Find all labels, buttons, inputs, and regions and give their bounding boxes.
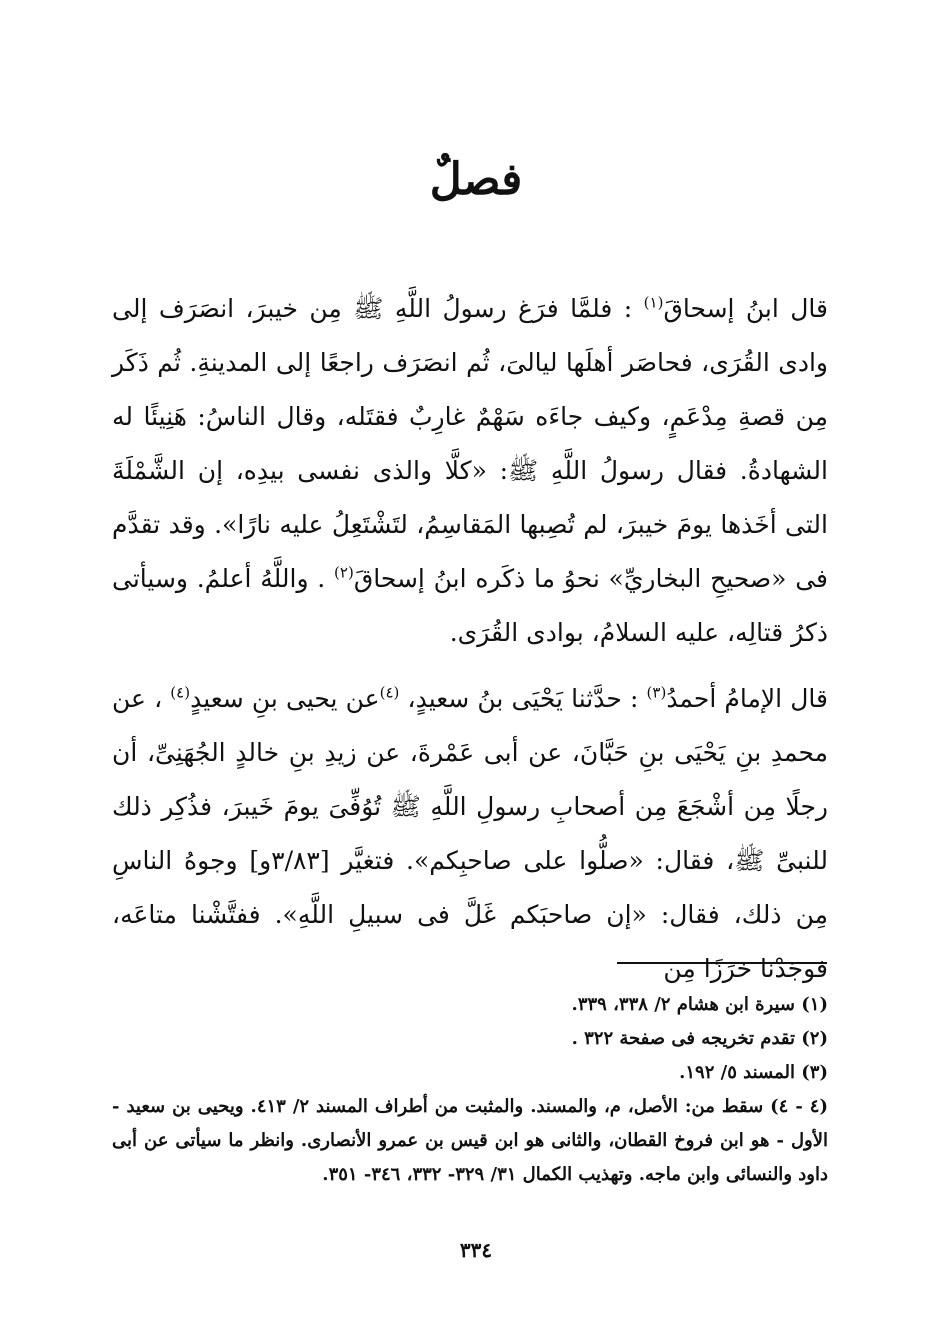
paragraph-text: : فلمَّا فرَغ رسولُ اللَّهِ ﷺ مِن خيبرَ، انصَرَف إلى وادى القُرَى، فحاصَر أهلَها ليالىَ، ثُم انصَرَف راجعًا إلى المدينةِ. ثُم ذَكَر مِن قصةِ مِدْعَمٍ، وكيف جاءَه سَهْمٌ غارِبٌ فقتَله، وقال الناسُ: هَنِيئًا له الشهادةُ. فقال رسولُ اللَّهِ ﷺ: «كلَّا والذى نفسى بيدِه، إن الشَّمْلَةَ التى أخَذها يومَ خيبرَ، لم تُصِبها المَقاسِمُ، لتَشْتَعِلُ عليه نارًا». وقد تقدَّم فى «صحيحِ البخاريِّ» نحوُ ما ذكَره ابنُ إسحاقَ — [112, 294, 829, 593]
main-text — [112, 282, 828, 996]
footnote: (١) سيرة ابن هشام ٢/ ٣٣٨، ٣٣٩. — [571, 994, 828, 1015]
paragraph-text: عن يحيى بنِ سعيدٍ — [190, 684, 380, 713]
section-title: فصلٌ — [429, 154, 523, 205]
paragraph-text: : حدَّثنا يَحْيَى بنُ سعيدٍ، — [399, 684, 647, 713]
footnote-marker[interactable]: (٤) — [379, 683, 400, 702]
page-number: ٣٣٤ — [459, 1238, 493, 1262]
paragraph-text: قال الإمامُ أحمدُ — [666, 684, 828, 713]
footnote-divider — [617, 962, 827, 964]
paragraph — [112, 282, 828, 660]
paragraph-text: . واللَّهُ أعلمُ. وسيأتى ذكرُ قتالِه، عليه السلامُ، بوادى القُرَى. — [112, 564, 828, 647]
footnote-marker[interactable]: (٤) — [170, 683, 191, 702]
footnote-marker[interactable]: (٣) — [646, 683, 667, 702]
paragraph-text: قال ابنُ إسحاقَ — [663, 294, 828, 323]
footnote: (٣) المسند ٥/ ١٩٢. — [679, 1062, 828, 1083]
paragraph-text: ، عن محمدِ بنِ يَحْيَى بنِ حَبَّانَ، عن أبى عَمْرةَ، عن زيدِ بنِ خالدٍ الجُهَنِىِّ، أن رجلًا مِن أشْجَعَ مِن أصحابِ رسولِ اللَّهِ ﷺ تُوُفِّىَ يومَ خَيبرَ، فذُكِر ذلك للنبىِّ ﷺ، فقال: «صلُّوا على صاحبِكم». فتغيَّر [٣/٨٣و] وجوهُ الناسِ مِن ذلك، فقال: «إن صاحبَكم غَلَّ فى سبيلِ اللَّهِ». ففتَّشْنا متاعَه، فوجَدْنا خرَزًا مِن — [112, 684, 828, 983]
footnote: (٢) تقدم تخريجه فى صفحة ٣٢٢ . — [571, 1028, 828, 1049]
paragraph — [112, 672, 828, 996]
footnote-marker[interactable]: (١) — [643, 293, 664, 312]
footnotes — [112, 988, 828, 1192]
footnote-marker[interactable]: (٢) — [334, 563, 354, 582]
footnote: (٤ - ٤) سقط من: الأصل، م، والمسند. والمثبت من أطراف المسند ٢/ ٤١٣. ويحيى بن سعيد - الأول - هو ابن فروخ القطان، والثانى هو ابن قيس بن عمرو الأنصارى. وانظر ما سيأتى عن أبى داود والنسائى وابن ماجه. وتهذيب الكمال ٣١/ ٣٢٩- ٣٣٢، ٣٤٦- ٣٥١. — [112, 1096, 828, 1185]
